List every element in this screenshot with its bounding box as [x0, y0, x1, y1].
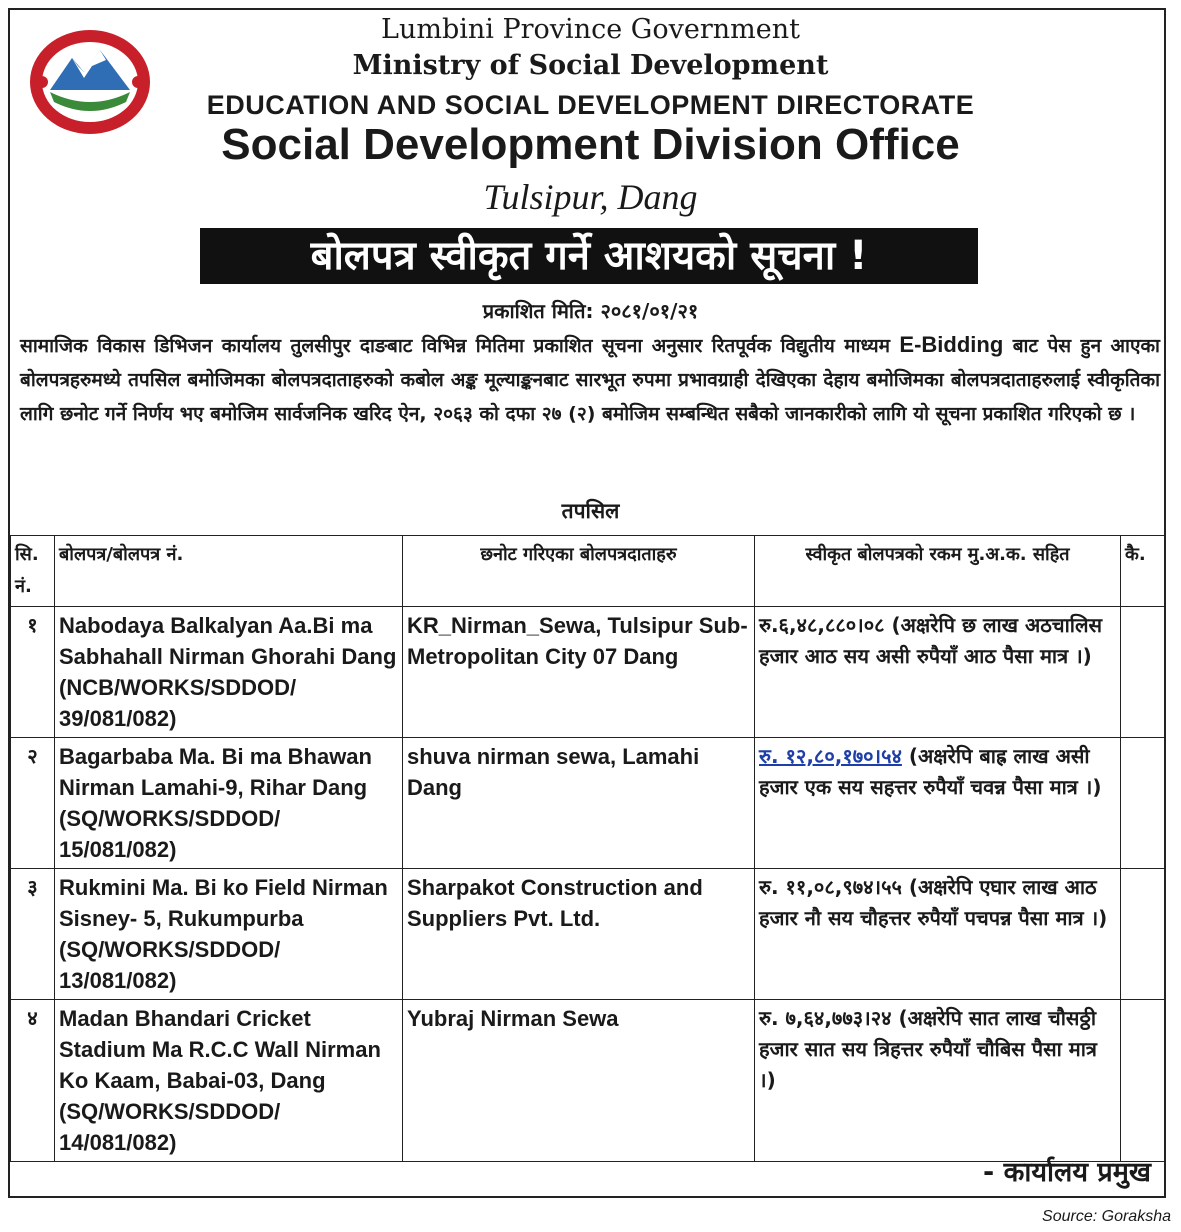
- amount-figure-link[interactable]: रु. १२,८०,१७०।५४: [759, 744, 902, 768]
- header-serial: सि. नं.: [11, 536, 55, 607]
- amount-words: (अक्षरेपि एघार लाख आठ हजार नौ सय चौहत्तर रुपैयाँ पचपन्न पैसा मात्र ।): [759, 875, 1108, 930]
- table-row: [11, 738, 1165, 869]
- notice-body-part2: बाट पेस हुन आएका बोलपत्रहरुमध्ये तपसिल बमोजिमका बोलपत्रदाताहरुको कबोल अङ्क मूल्याङ्कनबाट सारभूत रुपमा प्रभावग्राही देखिएका देहाय बमोजिमका बोलपत्रदाताहरुलाई स्वीकृतिका लागि छनोट गर्ने निर्णय भए बमोजिम सार्वजनिक खरिद ऐन, २०६३ को दफा २७ (२) बमोजिम सम्बन्धित सबैको जानकारीको लागि यो सूचना प्रकाशित गरिएको छ ।: [20, 335, 1160, 425]
- notice-title-banner: बोलपत्र स्वीकृत गर्ने आशयको सूचना !: [200, 228, 978, 284]
- amount-figure: रु.६,४८,८८०।०८: [759, 613, 885, 637]
- source-credit: Source: Goraksha: [1042, 1208, 1171, 1225]
- table-row: [11, 869, 1165, 1000]
- row-bidder: Yubraj Nirman Sewa: [403, 1000, 755, 1162]
- amount-figure: रु. ७,६४,७७३।२४: [759, 1006, 892, 1030]
- amount-words: (अक्षरेपि सात लाख चौसठ्ठी हजार सात सय त्रिहत्तर रुपैयाँ चौबिस पैसा मात्र ।): [759, 1006, 1097, 1092]
- office-name: Social Development Division Office: [221, 120, 960, 169]
- amount-words: (अक्षरेपि छ लाख अठचालिस हजार आठ सय असी रुपैयाँ आठ पैसा मात्र ।): [759, 613, 1103, 668]
- row-amount: [755, 607, 1121, 738]
- row-remarks: [1121, 738, 1165, 869]
- office-chief-signature: - कार्यालय प्रमुख: [983, 1157, 1151, 1188]
- ministry-name: Ministry of Social Development: [352, 50, 829, 81]
- row-serial: ३: [11, 869, 55, 1000]
- row-bidder: Sharpakot Construction and Suppliers Pvt. Ltd.: [403, 869, 755, 1000]
- row-remarks: [1121, 607, 1165, 738]
- row-bid: Madan Bhandari Cricket Stadium Ma R.C.C Wall Nirman Ko Kaam, Babai-03, Dang (SQ/WORKS/SDDOD/ 14/081/082): [55, 1000, 403, 1162]
- header-remarks: कै.: [1121, 536, 1165, 607]
- amount-figure: रु. ११,०८,९७४।५५: [759, 875, 902, 899]
- header-bid: बोलपत्र/बोलपत्र नं.: [55, 536, 403, 607]
- row-bid: Rukmini Ma. Bi ko Field Nirman Sisney- 5, Rukumpurba (SQ/WORKS/SDDOD/ 13/081/082): [55, 869, 403, 1000]
- notice-body: [20, 328, 1160, 431]
- schedule-heading: तपसिल: [561, 499, 620, 523]
- row-bid: Nabodaya Balkalyan Aa.Bi ma Sabhahall Nirman Ghorahi Dang (NCB/WORKS/SDDOD/ 39/081/082): [55, 607, 403, 738]
- awarded-bids-table: [10, 535, 1165, 1162]
- row-bidder: shuva nirman sewa, Lamahi Dang: [403, 738, 755, 869]
- notice-body-part1: सामाजिक विकास डिभिजन कार्यालय तुलसीपुर दाङबाट विभिन्न मितिमा प्रकाशित सूचना अनुसार रितपूर्वक विद्युतीय माध्यम: [20, 335, 891, 357]
- table-row: [11, 607, 1165, 738]
- e-bidding-term: E-Bidding: [899, 332, 1004, 357]
- row-serial: ४: [11, 1000, 55, 1162]
- row-serial: १: [11, 607, 55, 738]
- table-row: [11, 1000, 1165, 1162]
- row-amount: [755, 1000, 1121, 1162]
- row-bidder: KR_Nirman_Sewa, Tulsipur Sub- Metropolitan City 07 Dang: [403, 607, 755, 738]
- amount-words: (अक्षरेपि बाह्र लाख असी हजार एक सय सहत्तर रुपैयाँ चवन्न पैसा मात्र ।): [759, 744, 1102, 799]
- row-serial: २: [11, 738, 55, 869]
- row-amount: [755, 869, 1121, 1000]
- row-amount: [755, 738, 1121, 869]
- published-date: प्रकाशित मिति: २०८१/०१/२१: [482, 299, 699, 323]
- table-header-row: [11, 536, 1165, 607]
- row-remarks: [1121, 869, 1165, 1000]
- province-government: Lumbini Province Government: [381, 14, 800, 45]
- header-bidder: छनोट गरिएका बोलपत्रदाताहरु: [403, 536, 755, 607]
- header-amount: स्वीकृत बोलपत्रको रकम मु.अ.क. सहित: [755, 536, 1121, 607]
- row-remarks: [1121, 1000, 1165, 1162]
- directorate-name: EDUCATION AND SOCIAL DEVELOPMENT DIRECTORATE: [206, 90, 975, 120]
- office-location: Tulsipur, Dang: [483, 177, 698, 217]
- row-bid: Bagarbaba Ma. Bi ma Bhawan Nirman Lamahi-9, Rihar Dang (SQ/WORKS/SDDOD/ 15/081/082): [55, 738, 403, 869]
